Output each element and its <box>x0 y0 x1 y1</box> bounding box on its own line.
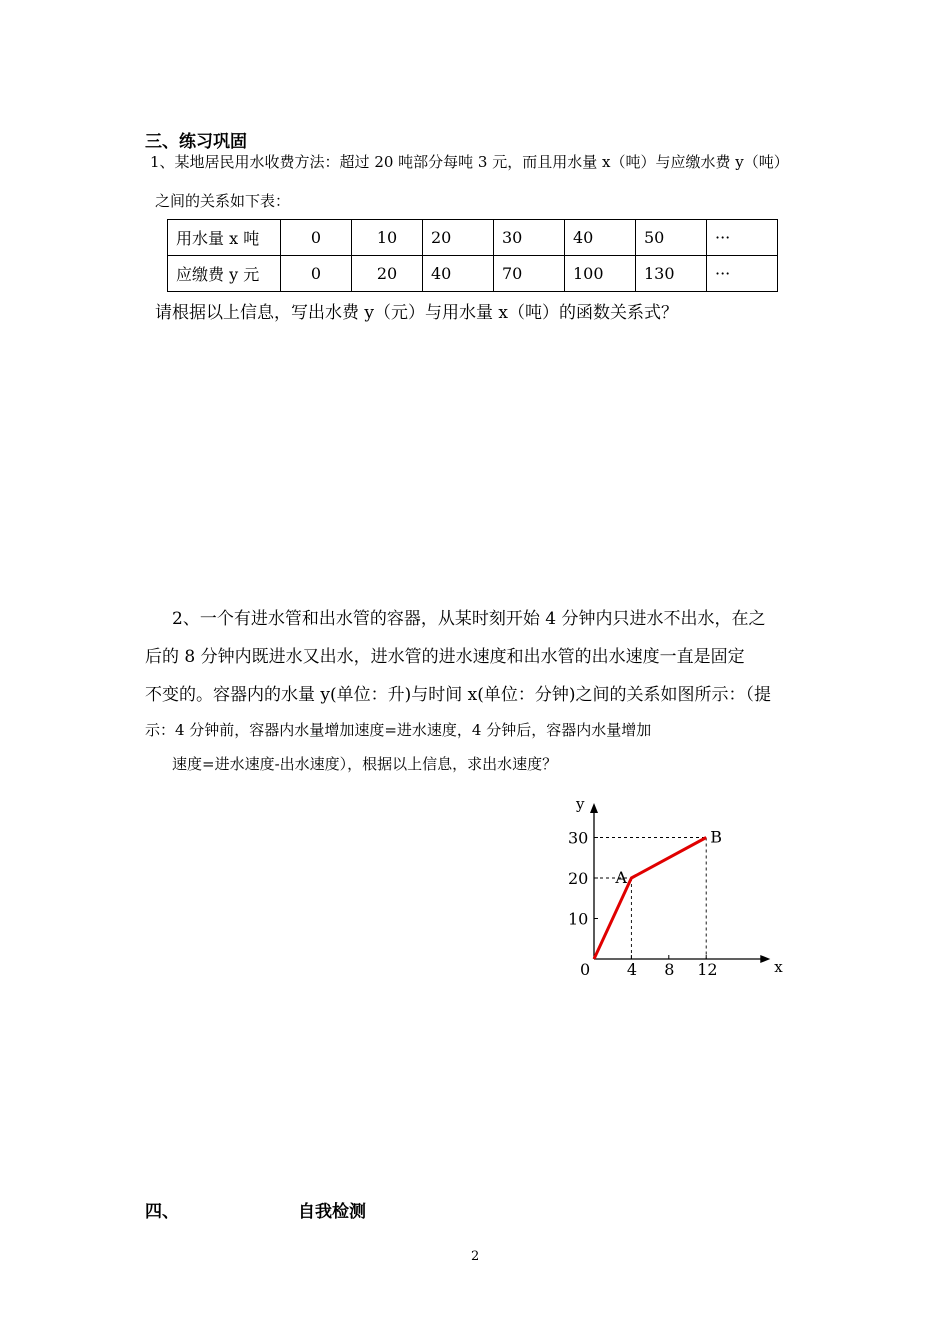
y-tick-label: 10 <box>568 909 589 929</box>
water-fee-table <box>167 219 778 292</box>
x-axis-arrow <box>760 955 770 963</box>
q2-line4: 示：4 分钟前，容器内水量增加速度=进水速度，4 分钟后，容器内水量增加 <box>145 721 652 739</box>
section4-title: 自我检测 <box>298 1202 366 1222</box>
table-cell: 10 <box>352 220 423 256</box>
table-cell: 100 <box>565 256 636 292</box>
table-row <box>168 256 778 292</box>
table-cell: 20 <box>352 256 423 292</box>
table-cell: 20 <box>423 220 494 256</box>
table-cell: 30 <box>494 220 565 256</box>
table-cell: 0 <box>281 256 352 292</box>
q2-line5: 速度=进水速度-出水速度），根据以上信息，求出水速度？ <box>172 755 558 773</box>
table-cell: 50 <box>636 220 707 256</box>
q2-line2: 后的 8 分钟内既进水又出水，进水管的进水速度和出水管的出水速度一直是固定 <box>145 647 745 667</box>
table-cell: ··· <box>707 256 778 292</box>
page-number: 2 <box>471 1249 480 1264</box>
x-tick-label: 4 <box>626 960 638 979</box>
y-axis-arrow <box>590 803 598 813</box>
table-cell: 40 <box>565 220 636 256</box>
x-tick-label: 12 <box>697 960 718 979</box>
point-label-a: A <box>615 868 627 887</box>
table-cell: 用水量 x 吨 <box>168 220 281 256</box>
q1-line1: 1、某地居民用水收费方法：超过 20 吨部分每吨 3 元，而且用水量 x（吨）与应缴水费 y（吨） <box>150 153 789 171</box>
table-cell: 40 <box>423 256 494 292</box>
section4-label: 四、 <box>145 1202 179 1222</box>
q1-question: 请根据以上信息，写出水费 y（元）与用水量 x（吨）的函数关系式？ <box>155 303 678 323</box>
q2-line1: 2、一个有进水管和出水管的容器，从某时刻开始 4 分钟内只进水不出水，在之 <box>172 609 766 629</box>
table-row <box>168 220 778 256</box>
y-tick-label: 20 <box>568 869 589 888</box>
x-tick-label: 8 <box>664 960 675 979</box>
x-axis-label: x <box>774 958 783 976</box>
section3-title: 三、练习巩固 <box>145 132 247 152</box>
table-cell: 应缴费 y 元 <box>168 256 281 292</box>
q1-line2: 之间的关系如下表： <box>155 192 291 210</box>
table-cell: 130 <box>636 256 707 292</box>
series-line <box>594 838 706 960</box>
q2-line3: 不变的。容器内的水量 y(单位：升)与时间 x(单位：分钟)之间的关系如图所示：（提 <box>145 685 772 705</box>
point-label-b: B <box>710 827 722 847</box>
table-cell: 0 <box>281 220 352 256</box>
y-axis-label: y <box>576 795 585 814</box>
table-cell: 70 <box>494 256 565 292</box>
table-cell: ··· <box>707 220 778 256</box>
x-tick-label: 0 <box>580 960 591 979</box>
water-volume-graph <box>560 780 790 985</box>
y-tick-label: 30 <box>568 828 589 848</box>
